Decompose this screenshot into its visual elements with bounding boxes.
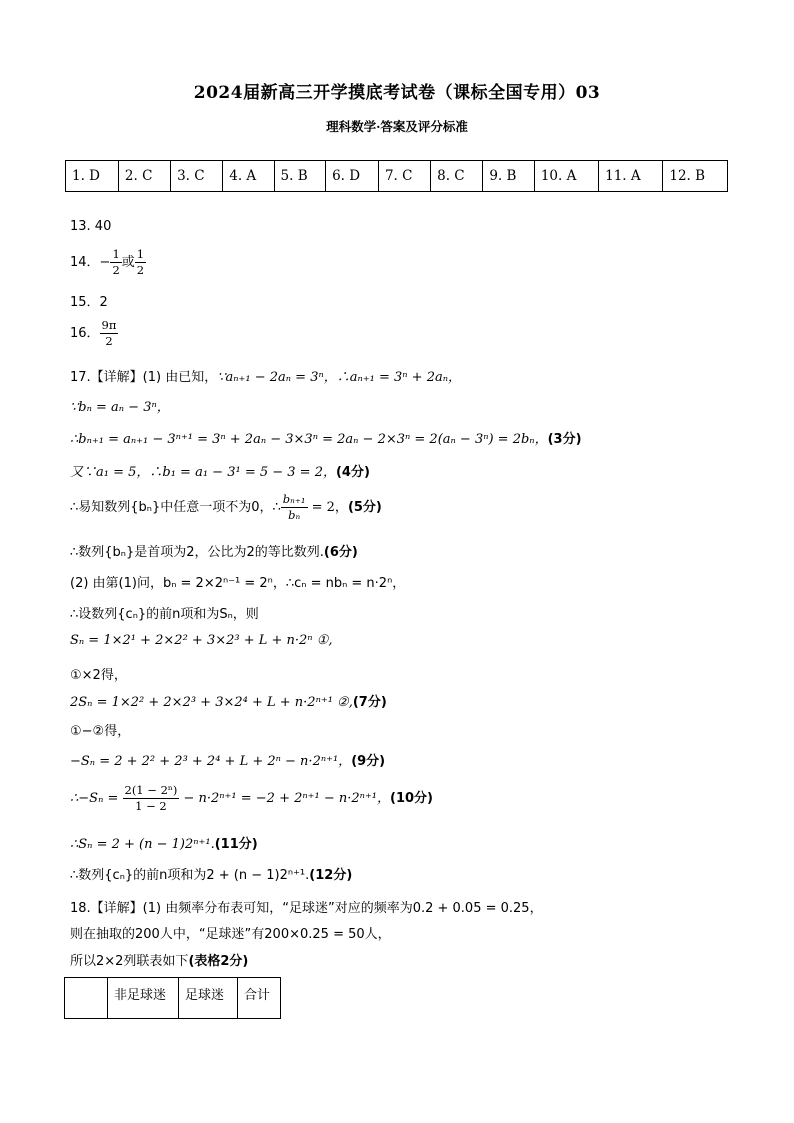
- q17-line-7: [70, 572, 405, 591]
- q18-line-1: [70, 897, 543, 916]
- score-mark: (7分): [352, 695, 387, 710]
- or-word: 或: [121, 255, 135, 270]
- fraction: [281, 492, 308, 523]
- answer-table: [65, 160, 728, 192]
- text-run: ∴数列{bₙ}是首项为2，公比为2的等比数列.: [70, 545, 324, 560]
- answer-cell: 1. D: [66, 161, 119, 192]
- fraction-numerator: 9π: [101, 318, 117, 332]
- q17-line-2: [70, 396, 170, 415]
- score-mark: (4分): [335, 465, 370, 480]
- q17-line-8: [70, 603, 259, 622]
- fraction: [110, 247, 121, 278]
- answer-cell: 4. A: [223, 161, 274, 192]
- q17-line-11: [70, 691, 387, 710]
- answer-14-label: 14．: [70, 255, 100, 270]
- q17-line-6: [70, 541, 358, 560]
- score-mark: (12分): [309, 868, 353, 883]
- text-run: ∴易知数列{bₙ}中任意一项不为0，∴: [70, 500, 281, 515]
- fraction: [135, 247, 146, 278]
- answer-15: 15．2: [70, 295, 108, 310]
- score-mark: (10分): [390, 791, 433, 806]
- fraction-denominator: 2: [136, 263, 145, 277]
- fraction-numerator: 2(1 − 2ⁿ): [124, 783, 178, 797]
- math-expression: ∴bₙ₊₁ = aₙ₊₁ − 3ⁿ⁺¹ = 3ⁿ + 2aₙ − 3×3ⁿ = 2aₙ − 2×3ⁿ = 2(aₙ − 3ⁿ) = 2bₙ，: [70, 432, 548, 447]
- answer-16: [70, 318, 118, 349]
- q17-line-14: [70, 783, 433, 814]
- q17-line-15: [70, 833, 258, 852]
- math-expression: 2Sₙ = 1×2² + 2×2³ + 3×2⁴ + L + n·2ⁿ⁺¹ ②,: [70, 695, 353, 710]
- score-mark: (11分): [214, 837, 258, 852]
- table-header-row: [65, 978, 281, 1019]
- q17-line-9: [70, 633, 333, 648]
- fraction-denominator: bₙ: [288, 508, 301, 522]
- fraction-numerator: bₙ₊₁: [282, 492, 306, 506]
- fraction-denominator: 2: [105, 334, 113, 348]
- fraction-denominator: 2: [112, 263, 120, 277]
- fraction-denominator: 1 − 2: [135, 799, 167, 813]
- answer-row: [66, 161, 728, 192]
- table-header-cell: 合计: [238, 978, 281, 1019]
- text-run: ①−②得，: [70, 724, 131, 739]
- text-run: ∴设数列{cₙ}的前n项和为Sₙ，则: [70, 607, 259, 622]
- text-run: ①×2得，: [70, 668, 127, 683]
- score-mark: (表格2分): [188, 954, 249, 969]
- text-run: = 2，: [307, 500, 348, 515]
- text-run: 所以2×2列联表如下: [70, 954, 189, 969]
- answer-13: 13. 40: [70, 219, 112, 234]
- answer-cell: 7. C: [378, 161, 430, 192]
- q17-label: 17.【详解】(1) 由已知，: [70, 370, 218, 385]
- math-expression: −Sₙ = 2 + 2² + 2³ + 2⁴ + L + 2ⁿ − n·2ⁿ⁺¹，: [70, 754, 352, 769]
- math-expression: ∵aₙ₊₁ − 2aₙ = 3ⁿ，∴aₙ₊₁ = 3ⁿ + 2aₙ，: [217, 370, 461, 385]
- fraction: [100, 318, 119, 349]
- answer-cell: 8. C: [431, 161, 483, 192]
- answer-16-label: 16．: [70, 326, 100, 341]
- answer-cell: 3. C: [171, 161, 223, 192]
- answer-cell: 2. C: [118, 161, 170, 192]
- table-header-cell: 非足球迷: [108, 978, 179, 1019]
- score-mark: (3分): [547, 432, 582, 447]
- answer-cell: 9. B: [483, 161, 535, 192]
- minus-sign: −: [99, 255, 111, 270]
- math-expression: ∴Sₙ = 2 + (n − 1)2ⁿ⁺¹.: [70, 837, 215, 852]
- table-header-cell: 足球迷: [179, 978, 238, 1019]
- q17-line-16: [70, 864, 352, 883]
- fraction: [123, 783, 180, 814]
- fraction-numerator: 1: [136, 247, 145, 261]
- q17-line-10: [70, 664, 127, 683]
- q17-line-1: [70, 366, 461, 385]
- answer-cell: 12. B: [663, 161, 728, 192]
- fraction-numerator: 1: [112, 247, 120, 261]
- text-run: (2) 由第(1)问，bₙ = 2×2ⁿ⁻¹ = 2ⁿ，∴cₙ = nbₙ = n·2ⁿ，: [70, 576, 406, 591]
- page-subtitle: 理科数学·答案及评分标准: [326, 119, 468, 134]
- q17-line-13: [70, 750, 385, 769]
- math-expression: Sₙ = 1×2¹ + 2×2² + 3×2³ + L + n·2ⁿ ①,: [70, 633, 333, 648]
- q18-line-3: [70, 950, 248, 969]
- answer-cell: 6. D: [326, 161, 379, 192]
- answer-cell: 5. B: [274, 161, 326, 192]
- math-expression: ∵bₙ = aₙ − 3ⁿ，: [70, 400, 170, 415]
- q17-line-3: [70, 428, 582, 447]
- table-header-cell: [65, 978, 108, 1019]
- q17-line-12: [70, 720, 130, 739]
- q17-line-5: [70, 492, 382, 523]
- text-run: 则在抽取的200人中，“足球迷”有200×0.25 = 50人，: [70, 927, 391, 942]
- answer-cell: 11. A: [599, 161, 663, 192]
- q17-line-4: [70, 461, 370, 480]
- q18-line-2: [70, 923, 391, 942]
- contingency-table: [64, 977, 281, 1019]
- text-run: ∴数列{cₙ}的前n项和为2 + (n − 1)2ⁿ⁺¹.: [70, 868, 310, 883]
- answer-cell: 10. A: [534, 161, 598, 192]
- answer-14: [70, 247, 146, 278]
- page-title: 2024届新高三开学摸底考试卷（课标全国专用）03: [193, 83, 601, 103]
- score-mark: (9分): [351, 754, 386, 769]
- text-run: 18.【详解】(1) 由频率分布表可知，“足球迷”对应的频率为0.2 + 0.05 = 0.25，: [70, 901, 543, 916]
- math-expression: − n·2ⁿ⁺¹ = −2 + 2ⁿ⁺¹ − n·2ⁿ⁺¹，: [179, 791, 391, 806]
- math-expression: ∴−Sₙ =: [70, 791, 123, 806]
- score-mark: (5分): [347, 500, 382, 515]
- math-expression: 又∵a₁ = 5，∴b₁ = a₁ − 3¹ = 5 − 3 = 2，: [70, 465, 336, 480]
- score-mark: (6分): [323, 545, 358, 560]
